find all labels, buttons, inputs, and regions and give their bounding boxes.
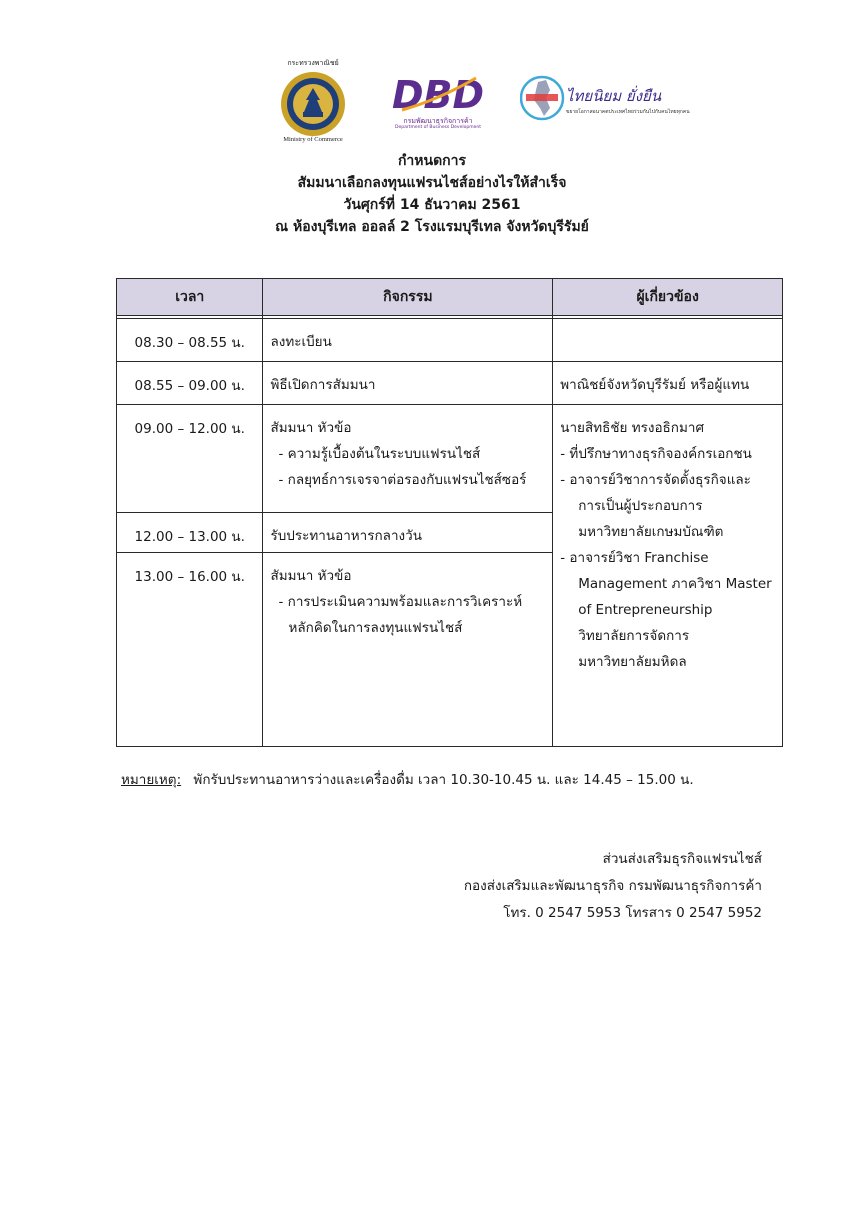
activity-line: ลงทะเบียน [270, 334, 332, 350]
document-title-block [0, 150, 864, 238]
dbd-logo-mark: DBD [391, 73, 485, 116]
row-activity [263, 553, 553, 747]
row-activity [263, 405, 553, 513]
row-time: 08.55 – 09.00 น. [117, 362, 263, 405]
speaker-line: การเป็นผู้ประกอบการ [578, 498, 703, 514]
title-date: วันศุกร์ที่ 14 ธันวาคม 2561 [343, 197, 521, 213]
activity-line: - กลยุทธ์การเจรจาต่อรองกับแฟรนไชส์ซอร์ [278, 472, 527, 488]
speaker-name: นายสิทธิชัย ทรงอธิกมาศ [560, 420, 705, 436]
row-time: 09.00 – 12.00 น. [117, 405, 263, 513]
table-row [117, 405, 783, 513]
thai-niyom-subtext: ขยายโอกาสอนาคตประเทศไทยร่วมกันไปกับคนไทยทุกคน [566, 109, 690, 115]
header-activity: กิจกรรม [263, 279, 553, 316]
speaker-cell [553, 405, 783, 747]
dbd-logo-english-text: Department of Business Development [395, 125, 481, 130]
row-time: 13.00 – 16.00 น. [117, 553, 263, 747]
speaker-line: วิทยาลัยการจัดการ [578, 628, 690, 644]
logo-row [270, 59, 690, 152]
row-time: 08.30 – 08.55 น. [117, 319, 263, 362]
dbd-logo [388, 70, 488, 130]
title-venue: ณ ห้องบุรีเทล ออลล์ 2 โรงแรมบุรีเทล จังหวัดบุรีรัมย์ [275, 219, 589, 235]
footnote [121, 768, 694, 790]
row-activity [263, 362, 553, 405]
activity-line: - ความรู้เบื้องต้นในระบบแฟรนไชส์ [278, 446, 481, 462]
thai-niyom-logo [520, 70, 690, 132]
footnote-label: หมายเหตุ: [121, 772, 182, 788]
contact-block [464, 846, 762, 927]
moc-logo-top-text: กระทรวงพาณิชย์ [287, 59, 339, 67]
schedule-table [116, 278, 783, 747]
header-time: เวลา [117, 279, 263, 316]
table-header-row [117, 279, 783, 316]
related-line: พาณิชย์จังหวัดบุรีรัมย์ หรือผู้แทน [560, 377, 750, 393]
speaker-line: of Entrepreneurship [578, 602, 713, 618]
contact-phone: โทร. 0 2547 5953 โทรสาร 0 2547 5952 [503, 905, 762, 921]
row-time: 12.00 – 13.00 น. [117, 513, 263, 553]
contact-division: ส่วนส่งเสริมธุรกิจแฟรนไชส์ [602, 851, 762, 867]
row-activity [263, 319, 553, 362]
dbd-logo-thai-text: กรมพัฒนาธุรกิจการค้า [403, 117, 473, 125]
contact-department: กองส่งเสริมและพัฒนาธุรกิจ กรมพัฒนาธุรกิจการค้า [463, 878, 762, 894]
thai-niyom-script: ไทยนิยม ยั่งยืน [566, 87, 662, 105]
activity-line: - การประเมินความพร้อมและการวิเคราะห์ [278, 594, 523, 610]
activity-line: สัมมนา หัวข้อ [270, 568, 352, 584]
footnote-text: พักรับประทานอาหารว่างและเครื่องดื่ม เวลา 10.30-10.45 น. และ 14.45 – 15.00 น. [193, 772, 694, 788]
row-activity [263, 513, 553, 553]
activity-line: สัมมนา หัวข้อ [270, 420, 352, 436]
row-related [553, 319, 783, 362]
ministry-of-commerce-logo [274, 59, 352, 148]
moc-logo-bottom-text: Ministry of Commerce [283, 136, 343, 143]
table-row [117, 319, 783, 362]
speaker-line: - ที่ปรึกษาทางธุรกิจองค์กรเอกชน [560, 446, 752, 462]
activity-line: รับประทานอาหารกลางวัน [270, 528, 422, 544]
speaker-line: มหาวิทยาลัยมหิดล [578, 654, 687, 670]
speaker-line: Management ภาควิชา Master [578, 576, 772, 592]
header-related: ผู้เกี่ยวข้อง [553, 279, 783, 316]
speaker-line: - อาจารย์วิชาการจัดตั้งธุรกิจและ [560, 472, 751, 488]
activity-line: พิธีเปิดการสัมมนา [270, 377, 376, 393]
speaker-line: มหาวิทยาลัยเกษมบัณฑิต [578, 524, 724, 540]
title-seminar: สัมมนาเลือกลงทุนแฟรนไชส์อย่างไรให้สำเร็จ [297, 175, 567, 191]
title-schedule: กำหนดการ [397, 153, 467, 169]
table-row [117, 362, 783, 405]
activity-line: หลักคิดในการลงทุนแฟรนไชส์ [288, 620, 463, 636]
speaker-line: - อาจารย์วิชา Franchise [560, 550, 709, 566]
row-related [553, 362, 783, 405]
